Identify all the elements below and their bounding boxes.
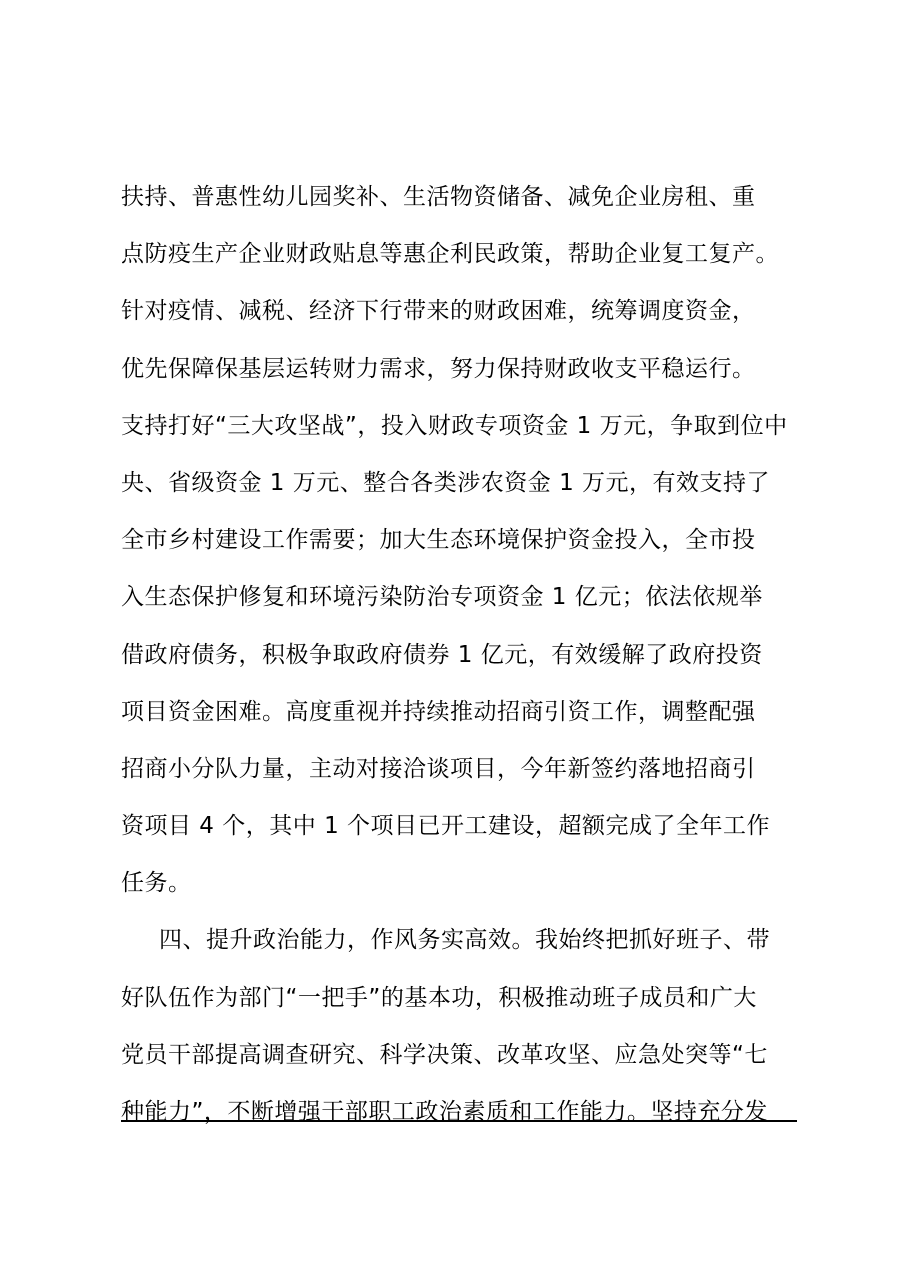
text-line: 针对疫情、减税、经济下行带来的财政困难，统筹调度资金， <box>121 298 756 325</box>
text-line: 好队伍作为部门“一把手”的基本功，积极推动班子成员和广大 <box>121 984 757 1011</box>
text-line: 项目资金困难。高度重视并持续推动招商引资工作，调整配强 <box>121 698 756 725</box>
footer-rule <box>121 1120 797 1122</box>
text-line: 资项目 4 个，其中 1 个项目已开工建设，超额完成了全年工作 <box>121 813 771 840</box>
text-line: 任务。 <box>121 870 192 897</box>
body-text <box>121 173 821 1145</box>
text-line: 全市乡村建设工作需要；加大生态环境保护资金投入，全市投 <box>121 527 756 554</box>
text-line: 央、省级资金 1 万元、整合各类涉农资金 1 万元，有效支持了 <box>121 469 771 496</box>
text-line: 入生态保护修复和环境污染防治专项资金 1 亿元；依法依规举 <box>121 584 763 611</box>
text-line: 招商小分队力量，主动对接洽谈项目，今年新签约落地招商引 <box>121 755 756 782</box>
text-line: 种能力”，不断增强干部职工政治素质和工作能力。坚持充分发 <box>121 1099 768 1125</box>
text-line: 点防疫生产企业财政贴息等惠企利民政策，帮助企业复工复产。 <box>121 241 779 268</box>
text-line: 支持打好“三大攻坚战”，投入财政专项资金 1 万元，争取到位中 <box>121 412 788 439</box>
text-line: 党员干部提高调查研究、科学决策、改革攻坚、应急处突等“七 <box>121 1041 768 1068</box>
text-line: 扶持、普惠性幼儿园奖补、生活物资储备、减免企业房租、重 <box>121 184 756 210</box>
text-line: 借政府债务，积极争取政府债券 1 亿元，有效缓解了政府投资 <box>121 641 763 668</box>
paragraph-start-line: 四、提升政治能力，作风务实高效。我始终把抓好班子、带 <box>159 927 770 954</box>
text-line: 优先保障保基层运转财力需求，努力保持财政收支平稳运行。 <box>121 355 756 382</box>
